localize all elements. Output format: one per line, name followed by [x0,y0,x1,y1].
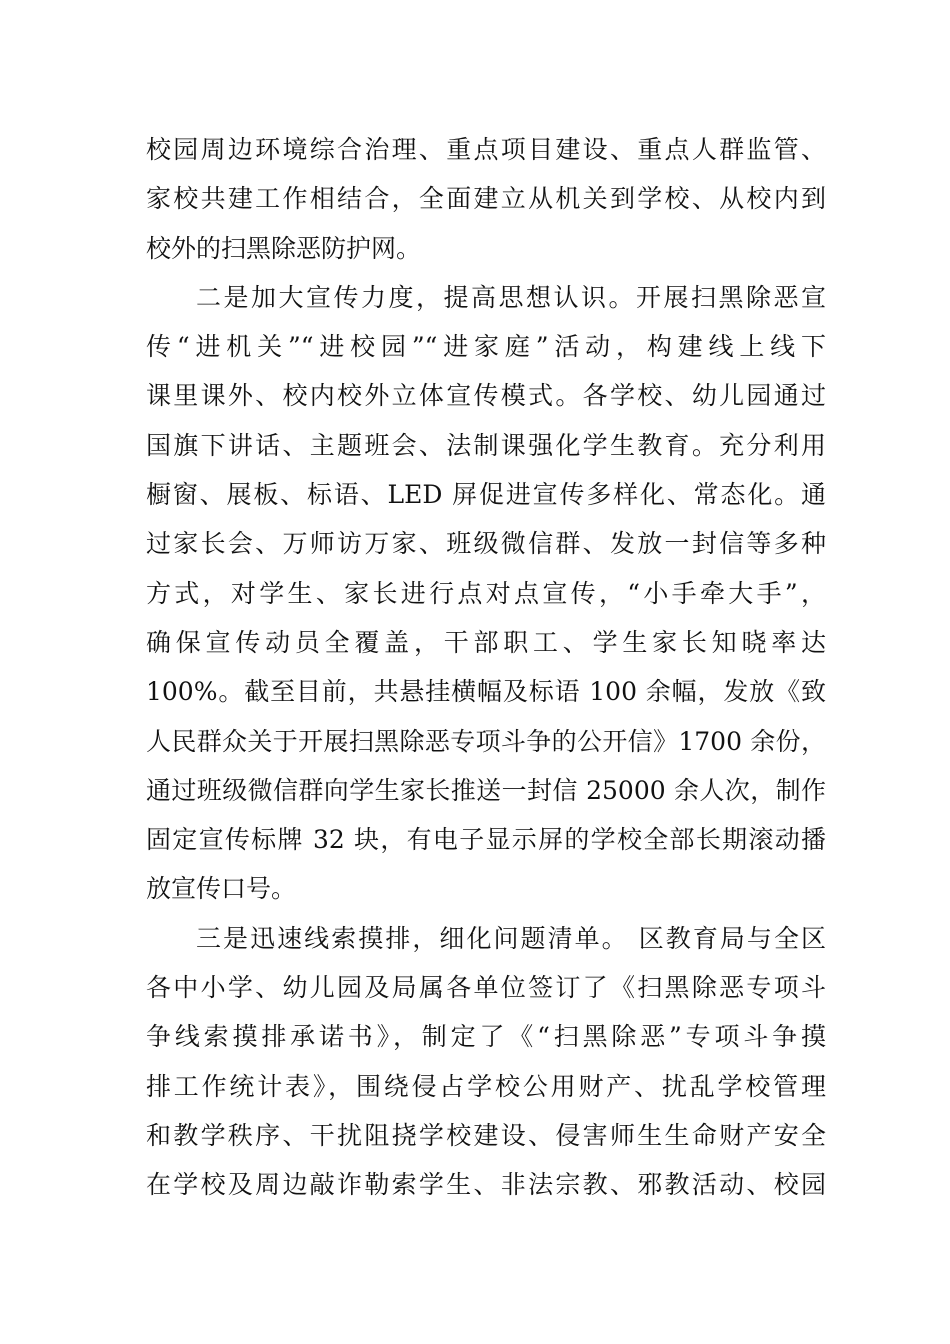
text-line: 二是加大宣传力度，提高思想认识。开展扫黑除恶宣 [196,282,826,312]
text-line: 排工作统计表》，围绕侵占学校公用财产、扰乱学校管理 [146,1071,826,1101]
text-line: 三是迅速线索摸排，细化问题清单。 区教育局与全区 [196,923,826,953]
text-line: 通过班级微信群向学生家长推送一封信 25000 余人次，制作 [146,775,826,805]
text-line: 校外的扫黑除恶防护网。 [146,233,422,263]
text-line: 过家长会、万师访万家、班级微信群、发放一封信等多种 [146,529,826,559]
text-line: 校园周边环境综合治理、重点项目建设、重点人群监管、 [146,135,826,164]
text-line: 橱窗、展板、标语、LED 屏促进宣传多样化、常态化。通 [146,480,826,510]
text-line: 确保宣传动员全覆盖，干部职工、学生家长知晓率达 [146,627,826,657]
text-line: 家校共建工作相结合，全面建立从机关到学校、从校内到 [146,184,826,214]
text-line: 固定宣传标牌 32 块，有电子显示屏的学校全部长期滚动播 [146,825,826,855]
text-line: 方式，对学生、家长进行点对点宣传，“小手牵大手”， [146,578,826,608]
text-line: 在学校及周边敲诈勒索学生、非法宗教、邪教活动、校园 [146,1170,826,1200]
text-line: 和教学秩序、干扰阻挠学校建设、侵害师生生命财产安全 [146,1120,826,1150]
text-line: 放宣传口号。 [146,874,297,904]
text-line: 人民群众关于开展扫黑除恶专项斗争的公开信》1700 余份， [146,726,826,756]
text-line: 传“进机关”“进校园”“进家庭”活动，构建线上线下 [146,332,826,362]
text-line: 100%。截至目前，共悬挂横幅及标语 100 余幅，发放《致 [146,677,826,707]
document-body [146,125,826,1210]
text-line: 争线索摸排承诺书》，制定了《“扫黑除恶”专项斗争摸 [146,1022,826,1052]
text-line: 国旗下讲话、主题班会、法制课强化学生教育。充分利用 [146,430,826,460]
text-line: 课里课外、校内校外立体宣传模式。各学校、幼儿园通过 [146,381,826,411]
text-line: 各中小学、幼儿园及局属各单位签订了《扫黑除恶专项斗 [146,973,826,1003]
